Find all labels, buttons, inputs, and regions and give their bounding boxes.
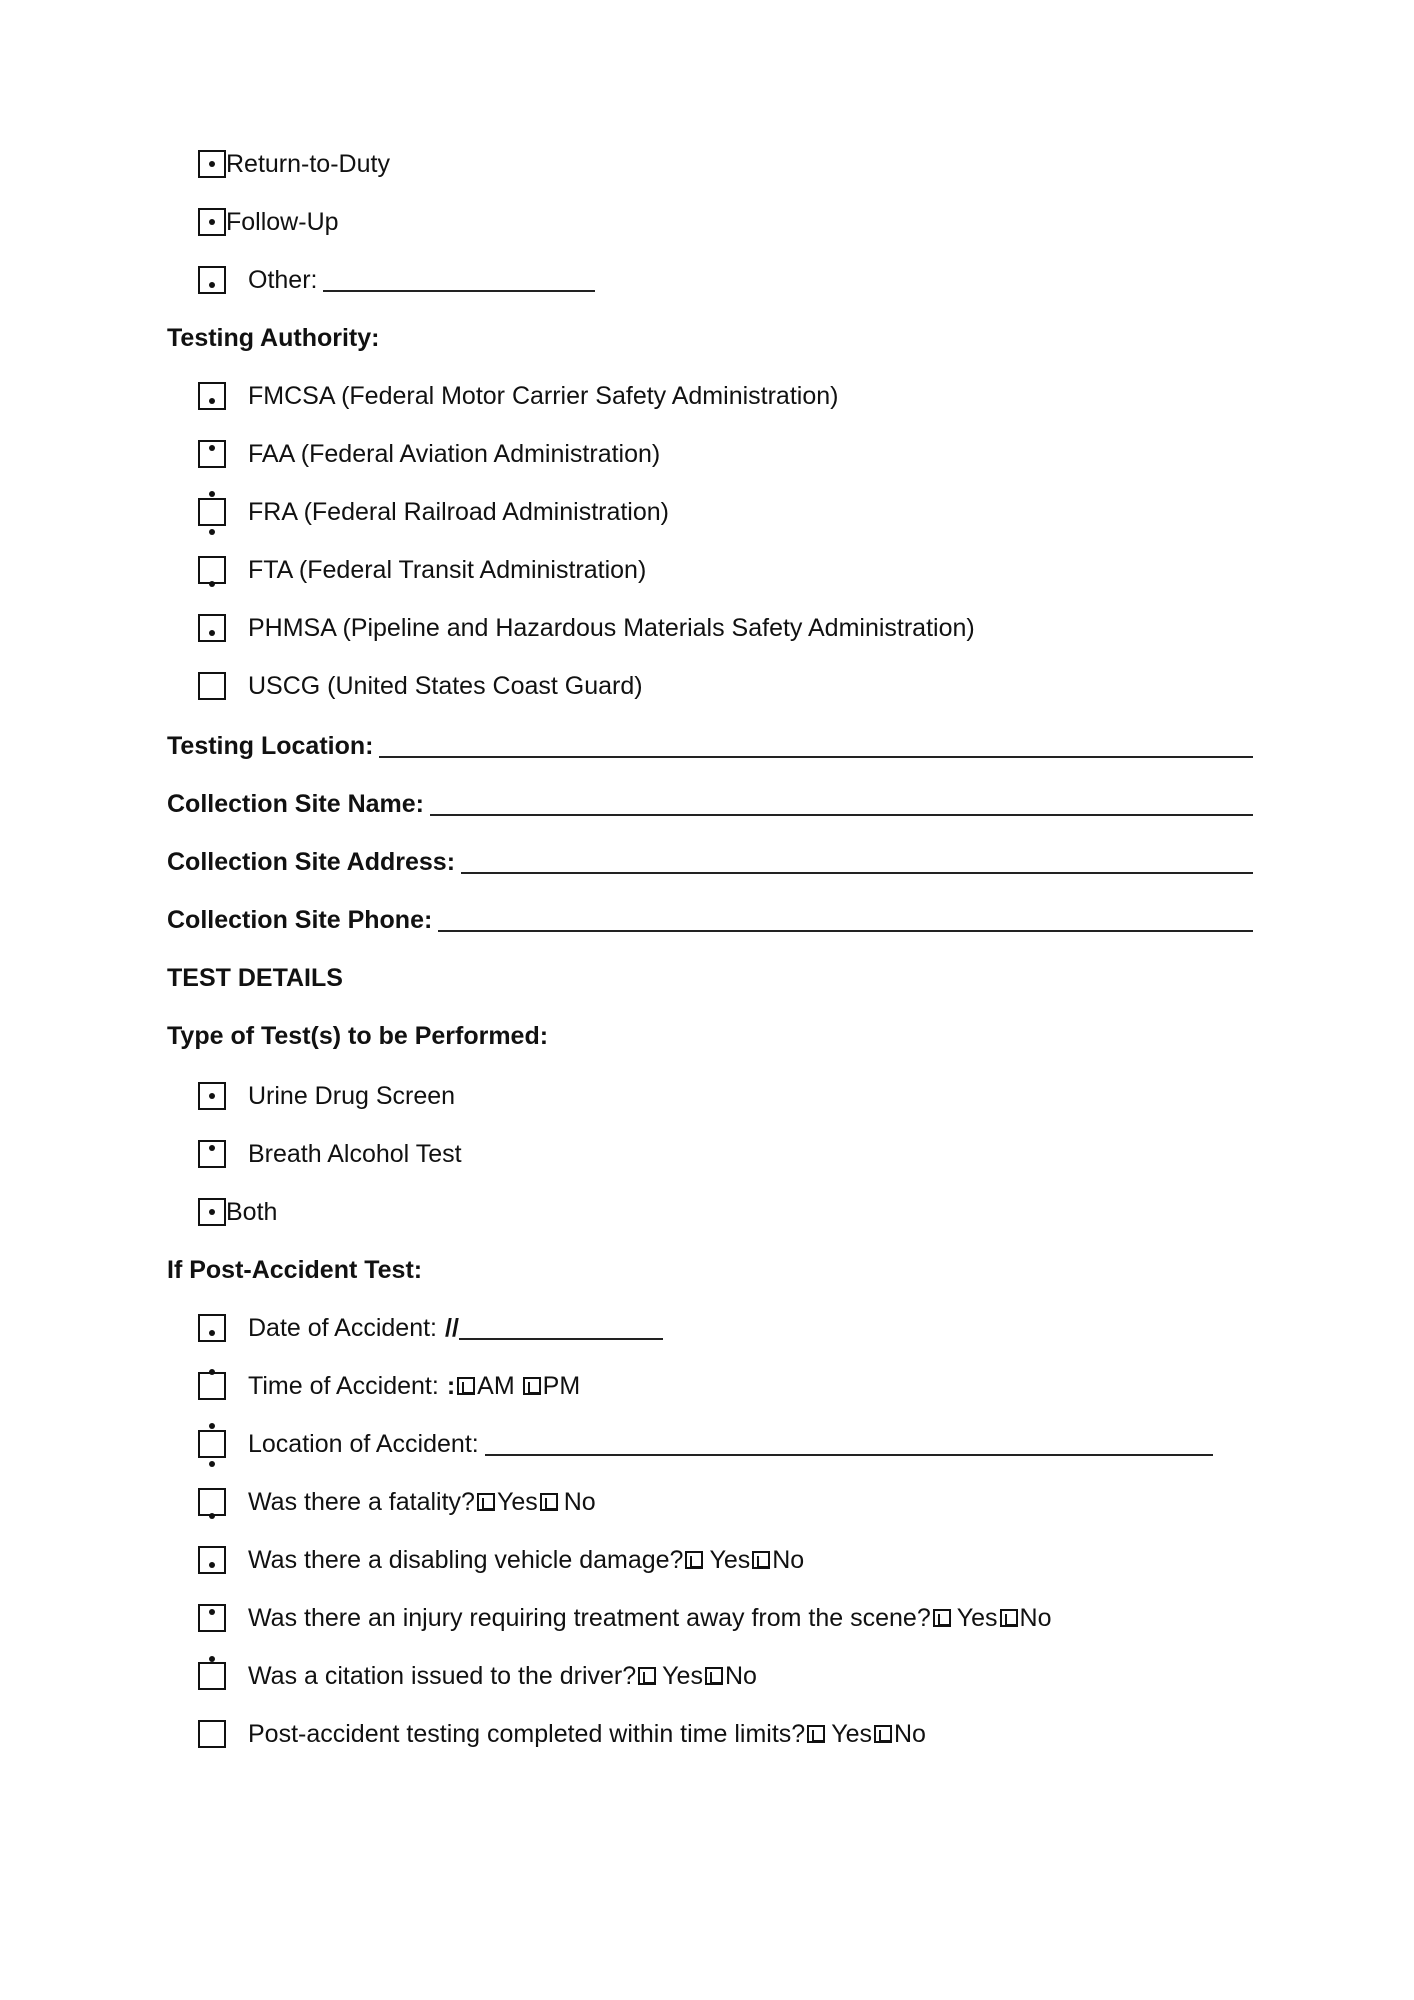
authority-label: FAA (Federal Aviation Administration)	[248, 439, 661, 468]
dot-icon	[209, 219, 215, 225]
dot-icon	[209, 1369, 215, 1375]
authority-label: USCG (United States Coast Guard)	[248, 671, 643, 700]
no-checkbox-icon[interactable]	[752, 1551, 770, 1569]
authority-fra[interactable]	[198, 492, 669, 532]
checkbox[interactable]	[198, 1198, 226, 1226]
dot-icon	[209, 630, 215, 636]
checkbox[interactable]	[198, 150, 226, 178]
checkbox[interactable]	[198, 1372, 226, 1400]
reason-return-to-duty[interactable]	[198, 144, 390, 184]
other-input[interactable]	[323, 268, 595, 292]
test-details-heading: TEST DETAILS	[167, 963, 343, 992]
checkbox[interactable]	[198, 1314, 226, 1342]
dot-icon	[209, 161, 215, 167]
checkbox[interactable]	[198, 1140, 226, 1168]
checkbox[interactable]	[198, 1430, 226, 1458]
checkbox[interactable]	[198, 382, 226, 410]
dot-icon	[209, 1145, 215, 1151]
dot-icon	[209, 529, 215, 535]
accident-time-label: Time of Accident:	[248, 1371, 439, 1400]
no-checkbox-icon[interactable]	[874, 1725, 892, 1743]
dot-icon	[209, 282, 215, 288]
dot-icon	[209, 1609, 215, 1615]
yes-label: Yes	[956, 1603, 998, 1632]
question-fatality[interactable]	[198, 1482, 596, 1522]
no-checkbox-icon[interactable]	[540, 1493, 558, 1511]
checkbox[interactable]	[198, 440, 226, 468]
question-label: Was there an injury requiring treatment away from the scene?	[248, 1603, 931, 1632]
dot-icon	[209, 398, 215, 404]
yes-checkbox-icon[interactable]	[685, 1551, 703, 1569]
dot-icon	[209, 1562, 215, 1568]
dot-icon	[209, 1656, 215, 1662]
authority-label: FMCSA (Federal Motor Carrier Safety Administration)	[248, 381, 839, 410]
yes-checkbox-icon[interactable]	[933, 1609, 951, 1627]
checkbox[interactable]	[198, 1546, 226, 1574]
checkbox[interactable]	[198, 266, 226, 294]
test-type-label: Urine Drug Screen	[248, 1081, 456, 1110]
accident-date-row[interactable]	[198, 1308, 663, 1348]
authority-label: FRA (Federal Railroad Administration)	[248, 497, 669, 526]
collection-site-phone-input[interactable]	[438, 908, 1253, 932]
checkbox[interactable]	[198, 498, 226, 526]
collection-site-address-field[interactable]	[167, 842, 1253, 882]
yes-label: Yes	[662, 1661, 703, 1690]
reason-label: Follow-Up	[226, 207, 339, 236]
accident-location-row[interactable]	[198, 1424, 1213, 1464]
time-separator: :	[446, 1371, 456, 1400]
post-accident-heading: If Post-Accident Test:	[167, 1255, 423, 1284]
collection-site-name-field[interactable]	[167, 784, 1253, 824]
yes-label: Yes	[709, 1545, 751, 1574]
authority-faa[interactable]	[198, 434, 660, 474]
dot-icon	[209, 581, 215, 587]
am-label: AM	[477, 1371, 515, 1400]
dot-icon	[209, 1093, 215, 1099]
yes-checkbox-icon[interactable]	[807, 1725, 825, 1743]
accident-location-label: Location of Accident:	[248, 1429, 479, 1458]
date-separator: //	[445, 1313, 459, 1342]
accident-location-input[interactable]	[485, 1432, 1213, 1456]
dot-icon	[209, 1209, 215, 1215]
yes-checkbox-icon[interactable]	[638, 1667, 656, 1685]
authority-label: FTA (Federal Transit Administration)	[248, 555, 647, 584]
collection-site-phone-field[interactable]	[167, 900, 1253, 940]
reason-label: Other:	[248, 265, 318, 294]
authority-label: PHMSA (Pipeline and Hazardous Materials Safety Administration)	[248, 613, 975, 642]
accident-time-row[interactable]	[198, 1366, 580, 1406]
question-label: Post-accident testing completed within time limits?	[248, 1719, 806, 1748]
collection-site-name-input[interactable]	[430, 792, 1253, 816]
checkbox[interactable]	[198, 1082, 226, 1110]
checkbox[interactable]	[198, 208, 226, 236]
test-type-breath[interactable]	[198, 1134, 462, 1174]
authority-fta[interactable]	[198, 550, 646, 590]
pm-checkbox-icon[interactable]	[523, 1377, 541, 1395]
pm-label: PM	[542, 1371, 581, 1400]
field-label: Collection Site Name:	[167, 789, 424, 818]
yes-checkbox-icon[interactable]	[477, 1493, 495, 1511]
question-label: Was there a fatality?	[248, 1487, 475, 1516]
question-label: Was a citation issued to the driver?	[248, 1661, 637, 1690]
authority-phmsa[interactable]	[198, 608, 975, 648]
question-injury[interactable]	[198, 1598, 1052, 1638]
authority-fmcsa[interactable]	[198, 376, 838, 416]
testing-location-field[interactable]	[167, 726, 1253, 766]
dot-icon	[209, 1461, 215, 1467]
checkbox[interactable]	[198, 556, 226, 584]
checkbox[interactable]	[198, 1488, 226, 1516]
question-vehicle-damage[interactable]	[198, 1540, 804, 1580]
reason-label: Return-to-Duty	[226, 149, 390, 178]
testing-authority-heading: Testing Authority:	[167, 323, 380, 352]
field-label: Testing Location:	[167, 731, 374, 760]
reason-other[interactable]	[198, 260, 595, 300]
question-citation[interactable]	[198, 1656, 757, 1696]
dot-icon	[209, 1513, 215, 1519]
test-type-label: Both	[226, 1197, 278, 1226]
no-label: No	[772, 1545, 805, 1574]
checkbox[interactable]	[198, 1720, 226, 1748]
collection-site-address-input[interactable]	[461, 850, 1253, 874]
dot-icon	[209, 1330, 215, 1336]
testing-location-input[interactable]	[379, 734, 1253, 758]
field-label: Collection Site Address:	[167, 847, 456, 876]
field-label: Collection Site Phone:	[167, 905, 433, 934]
no-label: No	[724, 1661, 757, 1690]
test-type-heading: Type of Test(s) to be Performed:	[167, 1021, 549, 1050]
yes-label: Yes	[496, 1487, 538, 1516]
checkbox[interactable]	[198, 614, 226, 642]
am-checkbox-icon[interactable]	[457, 1377, 475, 1395]
dot-icon	[209, 1423, 215, 1429]
test-type-label: Breath Alcohol Test	[248, 1139, 462, 1168]
authority-uscg[interactable]	[198, 666, 643, 706]
checkbox[interactable]	[198, 1604, 226, 1632]
test-type-urine[interactable]	[198, 1076, 455, 1116]
checkbox[interactable]	[198, 1662, 226, 1690]
dot-icon	[209, 491, 215, 497]
question-label: Was there a disabling vehicle damage?	[248, 1545, 684, 1574]
accident-date-input[interactable]	[459, 1316, 663, 1340]
dot-icon	[209, 445, 215, 451]
yes-label: Yes	[831, 1719, 872, 1748]
question-time-limits[interactable]	[198, 1714, 926, 1754]
no-label: No	[563, 1487, 596, 1516]
no-checkbox-icon[interactable]	[1000, 1609, 1018, 1627]
no-checkbox-icon[interactable]	[705, 1667, 723, 1685]
reason-follow-up[interactable]	[198, 202, 339, 242]
checkbox[interactable]	[198, 672, 226, 700]
no-label: No	[893, 1719, 926, 1748]
test-type-both[interactable]	[198, 1192, 277, 1232]
no-label: No	[1019, 1603, 1052, 1632]
accident-date-label: Date of Accident:	[248, 1313, 438, 1342]
